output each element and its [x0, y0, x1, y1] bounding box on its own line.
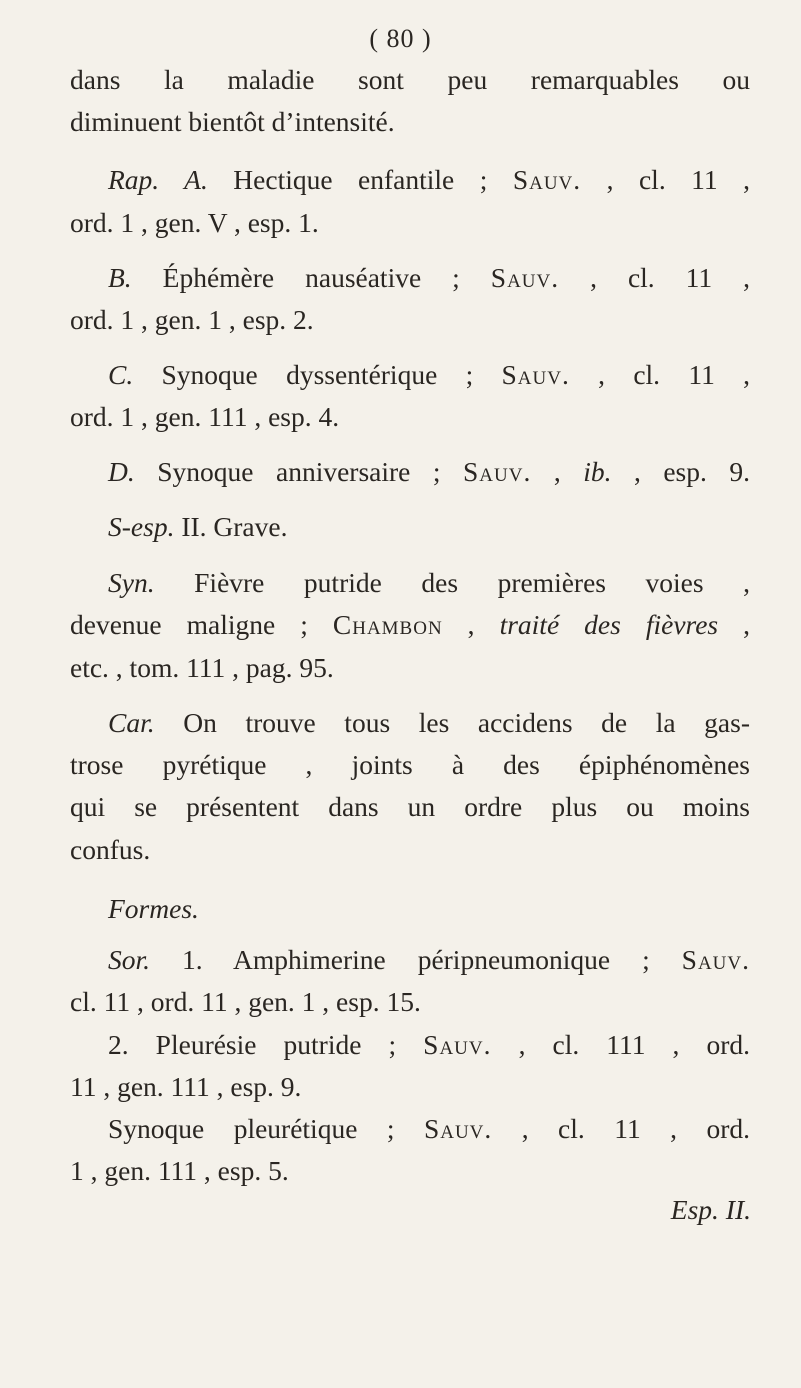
text-segment: Fièvre putride des premières voies ,: [154, 567, 750, 598]
text-segment: ,: [718, 609, 751, 640]
text-segment: ,: [442, 609, 500, 640]
text-segment: cl. 11 , ord. 11 , gen. 1 , esp. 15.: [70, 986, 421, 1017]
text-segment: ,: [531, 456, 584, 487]
text-segment: traité des fièvres: [499, 609, 719, 640]
text-segment: D.: [108, 456, 135, 487]
text-segment: On trouve tous les accidens de la gas-: [154, 707, 750, 738]
text-line: [108, 942, 750, 978]
text-segment: , esp. 9.: [611, 456, 751, 487]
text-line: [108, 565, 750, 601]
text-line: [70, 1153, 750, 1189]
text-segment: 2. Pleurésie putride ;: [108, 1029, 424, 1060]
text-segment: qui se présentent dans un ordre plus ou moins: [70, 791, 750, 822]
text-line: [70, 789, 750, 825]
section-heading: [108, 891, 788, 927]
text-segment: Sauv.: [423, 1113, 493, 1144]
text-segment: 1 , gen. 111 , esp. 5.: [70, 1155, 289, 1186]
text-segment: Hectique enfantile ;: [207, 164, 513, 195]
text-segment: S-esp.: [108, 511, 175, 542]
catchword: [671, 1192, 751, 1228]
text-segment: Formes.: [108, 893, 199, 924]
text-segment: Sauv.: [463, 456, 532, 487]
text-line: [70, 984, 750, 1020]
text-line: [70, 832, 750, 868]
text-segment: diminuent bientôt d’intensité.: [70, 106, 395, 137]
text-line: [108, 260, 750, 296]
text-segment: Chambon: [332, 609, 443, 640]
text-segment: Sor.: [108, 944, 151, 975]
text-segment: Sauv.: [423, 1029, 492, 1060]
text-line: [108, 1111, 750, 1147]
text-segment: etc. , tom. 111 , pag. 95.: [70, 652, 334, 683]
text-line: [70, 650, 750, 686]
text-segment: B.: [108, 262, 132, 293]
text-line: [70, 1069, 750, 1105]
text-segment: Synoque anniversaire ;: [134, 456, 463, 487]
text-segment: , cl. 11 ,: [569, 359, 750, 390]
text-segment: Sauv.: [490, 262, 560, 293]
text-segment: , cl. 11 , ord.: [492, 1113, 751, 1144]
text-segment: trose pyrétique , joints à des épiphénomènes: [70, 749, 750, 780]
text-segment: ord. 1 , gen. 111 , esp. 4.: [70, 401, 340, 432]
text-line: [108, 1027, 750, 1063]
text-segment: Rap. A.: [108, 164, 208, 195]
text-segment: ord. 1 , gen. V , esp. 1.: [70, 207, 319, 238]
text-segment: II. Grave.: [174, 511, 288, 542]
text-segment: ord. 1 , gen. 1 , esp. 2.: [70, 304, 314, 335]
text-line: [70, 62, 750, 98]
text-segment: Éphémère nauséative ;: [131, 262, 491, 293]
text-segment: Syn.: [108, 567, 155, 598]
text-line: [108, 162, 750, 198]
text-segment: Synoque pleurétique ;: [108, 1113, 424, 1144]
text-segment: devenue maligne ;: [70, 609, 333, 640]
text-segment: , cl. 11 ,: [581, 164, 750, 195]
text-segment: Sauv.: [681, 944, 750, 975]
text-line: [108, 705, 750, 741]
text-segment: , cl. 11 ,: [559, 262, 750, 293]
text-segment: Car.: [108, 707, 155, 738]
text-line: [108, 509, 788, 545]
text-line: [70, 205, 750, 241]
text-segment: 11 , gen. 111 , esp. 9.: [70, 1071, 302, 1102]
text-segment: dans la maladie sont peu remarquables ou: [70, 64, 750, 95]
page-number: ( 80 ): [369, 24, 432, 53]
text-segment: Synoque dyssentérique ;: [133, 359, 502, 390]
text-line: [70, 399, 750, 435]
text-segment: ib.: [583, 456, 612, 487]
text-line: [108, 357, 750, 393]
text-line: [70, 104, 750, 140]
text-line: [70, 302, 750, 338]
text-line: [108, 454, 750, 490]
text-line: [70, 747, 750, 783]
text-segment: , cl. 111 , ord.: [491, 1029, 750, 1060]
text-segment: Sauv.: [501, 359, 570, 390]
text-segment: 1. Amphimerine péripneumonique ;: [150, 944, 682, 975]
text-segment: Esp. II.: [670, 1194, 751, 1225]
text-segment: C.: [108, 359, 134, 390]
text-segment: Sauv.: [512, 164, 582, 195]
text-line: [70, 607, 750, 643]
text-segment: confus.: [70, 834, 151, 865]
